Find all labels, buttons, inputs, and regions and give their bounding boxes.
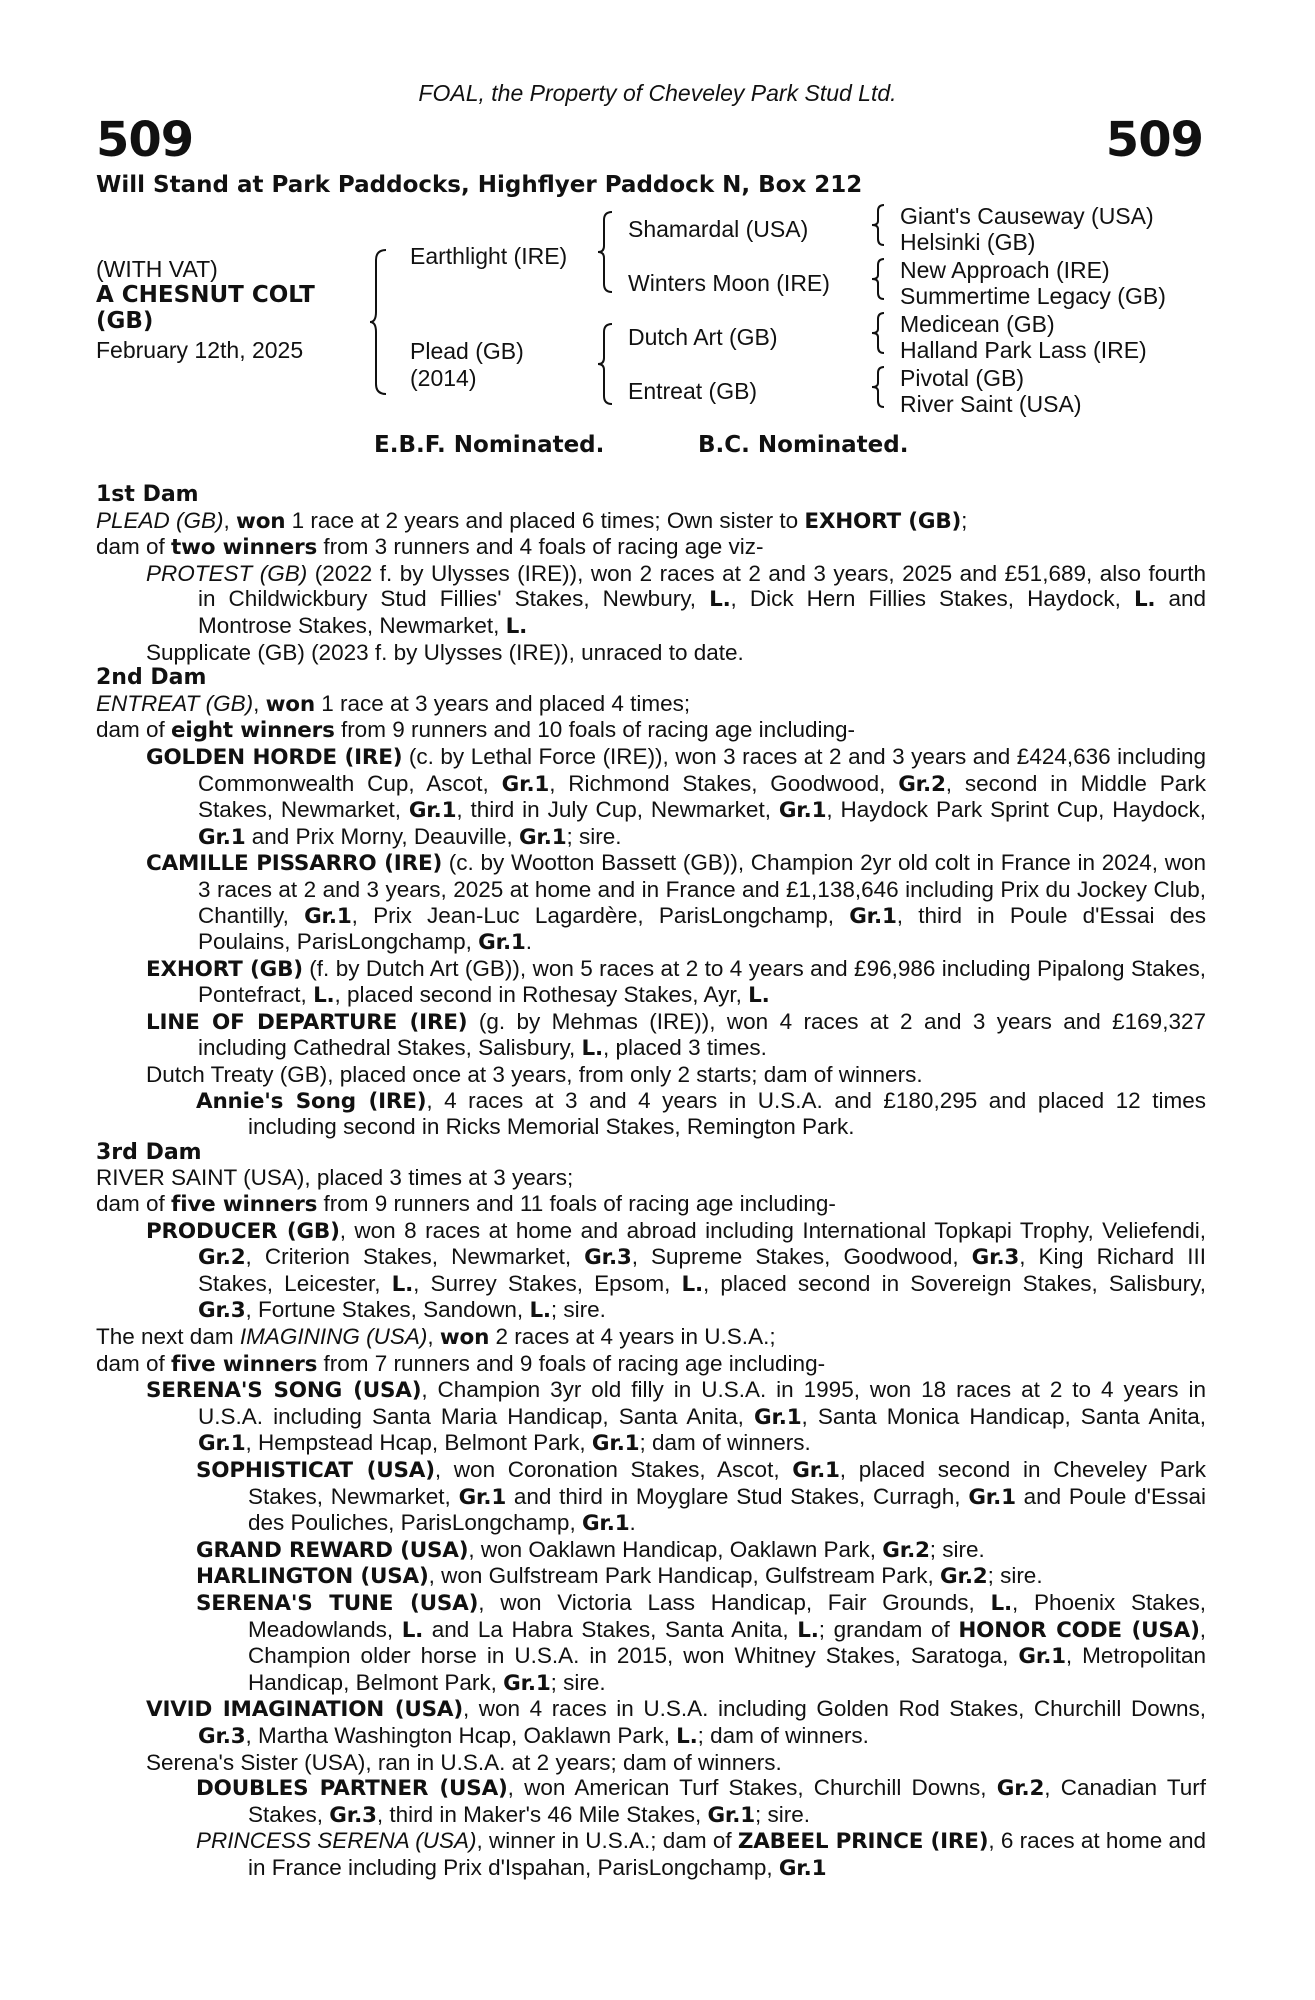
- vat-note: (WITH VAT): [96, 256, 218, 282]
- next-dam-doubles-partner: DOUBLES PARTNER (USA), won American Turf Stakes, Churchill Downs, Gr.2, Canadian Turf Stakes, Gr.3, third in Maker's 46 Mile Stakes, Gr.1; sire.: [196, 1775, 1207, 1828]
- lot-number-right: 509: [1105, 112, 1203, 168]
- ebf-nomination: E.B.F. Nominated.: [374, 432, 605, 458]
- second-dam-line-of-departure: LINE OF DEPARTURE (IRE) (g. by Mehmas (IRE)), won 4 races at 2 and 3 years and £169,327 including Cathedral Stakes, Salisbury, L., placed 3 times.: [146, 1008, 1206, 1062]
- second-dam-golden-horde: GOLDEN HORDE (IRE) (c. by Lethal Force (IRE)), won 3 races at 2 and 3 years and £424,636 including Commonwealth Cup, Ascot, Gr.1, Richmond Stakes, Goodwood, Gr.2, second in Middle Park Stakes, Newmarket, Gr.1, third in July Cup, Newmarket, Gr.1, Haydock Park Sprint Cup, Haydock, Gr.1 and Prix Morny, Deauville, Gr.1; sire.: [146, 743, 1206, 850]
- pedigree-dss: Medicean (GB): [900, 311, 1055, 337]
- foaling-date: February 12th, 2025: [96, 337, 304, 363]
- third-dam-producer: PRODUCER (GB), won 8 races at home and abroad including International Topkapi Trophy, Veliefendi, Gr.2, Criterion Stakes, Newmarket, Gr.3, Supreme Stakes, Goodwood, Gr.3, King Richard III Stakes, Leicester, L., Surrey Stakes, Epsom, L., placed second in Sovereign Stakes, Salisbury, Gr.3, Fortune Stakes, Sandown, L.; sire.: [146, 1217, 1206, 1324]
- lot-name-line2: (GB): [96, 308, 154, 334]
- pedigree-dam: Plead (GB): [410, 338, 524, 364]
- first-dam-line: PLEAD (GB), won 1 race at 2 years and placed 6 times; Own sister to EXHORT (GB);: [96, 507, 968, 534]
- pedigree-bracket-sire: [598, 210, 616, 294]
- pedigree-dam-year: (2014): [410, 365, 477, 391]
- pedigree-bracket-ds: [872, 311, 888, 355]
- catalogue-header: FOAL, the Property of Cheveley Park Stud Ltd.: [418, 80, 897, 106]
- pedigree-sire: Earthlight (IRE): [410, 243, 568, 269]
- pedigree-sss: Giant's Causeway (USA): [900, 203, 1154, 229]
- pedigree-sdd: Summertime Legacy (GB): [900, 283, 1166, 309]
- first-dam-produce-line: dam of two winners from 3 runners and 4 foals of racing age viz-: [96, 534, 764, 561]
- second-dam-camille-pissarro: CAMILLE PISSARRO (IRE) (c. by Wootton Bassett (GB)), Champion 2yr old colt in France in 2024, won 3 races at 2 and 3 years, 2025 at home and in France and £1,138,646 including Prix du Jockey Club, Chantilly, Gr.1, Prix Jean-Luc Lagardère, ParisLongchamp, Gr.1, third in Poule d'Essai des Poulains, ParisLongchamp, Gr.1.: [146, 850, 1207, 956]
- pedigree-bracket-dd: [872, 365, 888, 409]
- pedigree-ddd: River Saint (USA): [900, 391, 1082, 417]
- pedigree-bracket-main: [370, 248, 392, 396]
- lot-number-left: 509: [96, 112, 194, 168]
- next-dam-harlington: HARLINGTON (USA), won Gulfstream Park Handicap, Gulfstream Park, Gr.2; sire.: [196, 1563, 1043, 1590]
- second-dam-dutch-treaty: Dutch Treaty (GB), placed once at 3 years, from only 2 starts; dam of winners.: [146, 1062, 923, 1088]
- first-dam-heading: 1st Dam: [96, 482, 199, 507]
- stand-location: Will Stand at Park Paddocks, Highflyer Paddock N, Box 212: [96, 172, 863, 198]
- pedigree-sire-dam: Winters Moon (IRE): [628, 270, 830, 296]
- pedigree-dam-sire: Dutch Art (GB): [628, 324, 778, 350]
- pedigree-dam-dam: Entreat (GB): [628, 378, 758, 404]
- pedigree-dds: Pivotal (GB): [900, 365, 1024, 391]
- next-dam-line: The next dam IMAGINING (USA), won 2 races at 4 years in U.S.A.;: [96, 1324, 776, 1350]
- pedigree-sds: New Approach (IRE): [900, 257, 1110, 283]
- first-dam-foal-protest: PROTEST (GB) (2022 f. by Ulysses (IRE)), won 2 races at 2 and 3 years, 2025 and £51,689, also fourth in Childwickbury Stud Fillies' Stakes, Newbury, L., Dick Hern Fillies Stakes, Haydock, L. and Montrose Stakes, Newmarket, L.: [146, 560, 1206, 639]
- next-dam-princess-serena: PRINCESS SERENA (USA), winner in U.S.A.; dam of ZABEEL PRINCE (IRE), 6 races at home and in France including Prix d'Ispahan, ParisLongchamp, Gr.1: [196, 1828, 1207, 1881]
- second-dam-heading: 2nd Dam: [96, 665, 207, 691]
- lot-name-line1: A CHESNUT COLT: [96, 282, 315, 308]
- pedigree-bracket-dam: [598, 322, 616, 406]
- pedigree-bracket-sd: [872, 257, 888, 301]
- next-dam-sophisticat: SOPHISTICAT (USA), won Coronation Stakes, Ascot, Gr.1, placed second in Cheveley Park Stakes, Newmarket, Gr.1 and third in Moyglare Stud Stakes, Curragh, Gr.1 and Poule d'Essai des Pouliches, ParisLongchamp, Gr.1.: [196, 1456, 1206, 1537]
- next-dam-serenas-tune: SERENA'S TUNE (USA), won Victoria Lass Handicap, Fair Grounds, L., Phoenix Stakes, Meadowlands, L. and La Habra Stakes, Santa Anita, L.; grandam of HONOR CODE (USA), Champion older horse in U.S.A. in 2015, won Whitney Stakes, Saratoga, Gr.1, Metropolitan Handicap, Belmont Park, Gr.1; sire.: [196, 1589, 1207, 1696]
- pedigree-bracket-ss: [872, 203, 888, 247]
- second-dam-produce-line: dam of eight winners from 9 runners and 10 foals of racing age including-: [96, 717, 855, 744]
- bc-nomination: B.C. Nominated.: [698, 432, 909, 458]
- pedigree-dsd: Halland Park Lass (IRE): [900, 337, 1147, 363]
- second-dam-annies-song: Annie's Song (IRE), 4 races at 3 and 4 years in U.S.A. and £180,295 and placed 12 times including second in Ricks Memorial Stakes, Remington Park.: [196, 1087, 1206, 1140]
- next-dam-serenas-song: SERENA'S SONG (USA), Champion 3yr old filly in U.S.A. in 1995, won 18 races at 2 to 4 years in U.S.A. including Santa Maria Handicap, Santa Anita, Gr.1, Santa Monica Handicap, Santa Anita, Gr.1, Hempstead Hcap, Belmont Park, Gr.1; dam of winners.: [146, 1377, 1207, 1457]
- second-dam-line: ENTREAT (GB), won 1 race at 3 years and placed 4 times;: [96, 690, 691, 717]
- second-dam-exhort: EXHORT (GB) (f. by Dutch Art (GB)), won 5 races at 2 to 4 years and £96,986 including Pipalong Stakes, Pontefract, L., placed second in Rothesay Stakes, Ayr, L.: [146, 955, 1206, 1009]
- first-dam-foal-supplicate: Supplicate (GB) (2023 f. by Ulysses (IRE)), unraced to date.: [146, 639, 744, 665]
- next-dam-vivid-imagination: VIVID IMAGINATION (USA), won 4 races in U.S.A. including Golden Rod Stakes, Churchill Downs, Gr.3, Martha Washington Hcap, Oaklawn Park, L.; dam of winners.: [146, 1696, 1207, 1749]
- pedigree-ssd: Helsinki (GB): [900, 229, 1036, 255]
- catalogue-body: [96, 482, 1206, 1881]
- third-dam-heading: 3rd Dam: [96, 1139, 202, 1165]
- next-dam-serenas-sister: Serena's Sister (USA), ran in U.S.A. at 2 years; dam of winners.: [146, 1749, 782, 1775]
- next-dam-grand-reward: GRAND REWARD (USA), won Oaklawn Handicap, Oaklawn Park, Gr.2; sire.: [196, 1536, 985, 1563]
- next-dam-produce-line: dam of five winners from 7 runners and 9 foals of racing age including-: [96, 1350, 826, 1377]
- pedigree-sire-sire: Shamardal (USA): [628, 216, 809, 242]
- third-dam-produce-line: dam of five winners from 9 runners and 11 foals of racing age including-: [96, 1191, 836, 1218]
- third-dam-line: RIVER SAINT (USA), placed 3 times at 3 years;: [96, 1165, 574, 1191]
